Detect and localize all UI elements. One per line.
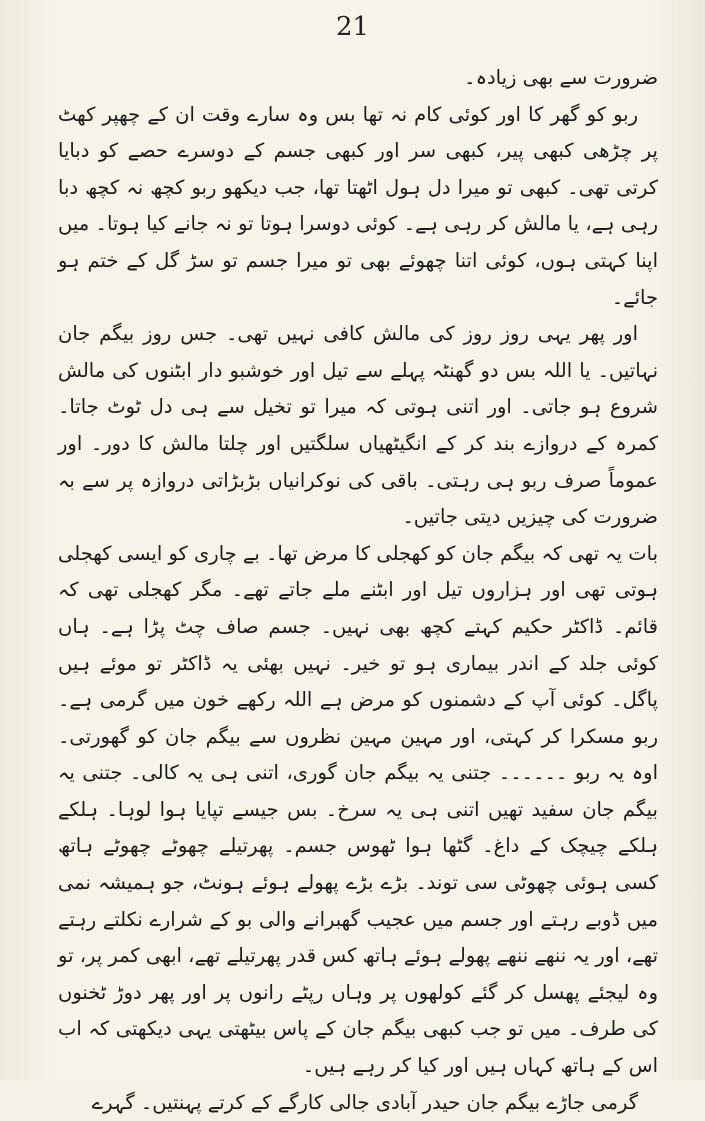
paragraph: بات یہ تھی کہ بیگم جان کو کھجلی کا مرض تھا۔ بے چاری کو ایسی کھجلی ہوتی تھی اور ہزاروں تیل اور ابٹنے ملے جاتے تھے۔ مگر کھجلی تھی کہ قائم۔ ڈاکٹر حکیم کہتے کچھ بھی نہیں۔ جسم صاف چٹ پڑا ہے۔ ہاں کوئی جلد کے اندر بیماری ہو تو خیر۔ نہیں بھئی یہ ڈاکٹر تو موئے ہیں پاگل۔ کوئی آپ کے دشمنوں کو مرض ہے اللہ رکھے خون میں گرمی ہے۔ ربو مسکرا کر کہتی، اور مہین مہین نظروں سے بیگم جان کو گھورتی۔ اوہ یہ ربو ۔۔۔۔۔۔ جتنی یہ بیگم جان گوری، اتنی ہی یہ کالی۔ جتنی یہ بیگم جان سفید تھیں اتنی ہی یہ سرخ۔ بس جیسے تپایا ہوا لوہا۔ ہلکے ہلکے چیچک کے داغ۔ گٹھا ہوا ٹھوس جسم۔ پھرتیلے چھوٹے چھوٹے ہاتھ کسی ہوئی چھوٹی سی توند۔ بڑے بڑے پھولے ہوئے ہونٹ، جو ہمیشہ نمی میں ڈوبے رہتے اور جسم میں عجیب گھبرانے والی بو کے شرارے نکلتے رہتے تھے، اور یہ ننھے ننھے پھولے ہوئے ہاتھ کس قدر پھرتیلے تھے، ابھی کمر پر، تو وہ لیجئے پھسل کر گئے کولھوں پر وہاں رپٹے رانوں پر اور پھر دوڑ ٹخنوں کی طرف۔ میں تو جب کبھی بیگم جان کے پاس بیٹھتی یہی دیکھتی کہ اب اس کے ہاتھ کہاں ہیں اور کیا کر رہے ہیں۔: [58, 541, 658, 1078]
paragraph: ربو کو گھر کا اور کوئی کام نہ تھا بس وہ سارے وقت ان کے چھپر کھٹ پر چڑھی کبھی پیر، کبھی سر اور کبھی جسم کے دوسرے حصے کو دبایا کرتی تھی۔ کبھی تو میرا دل ہول اٹھتا تھا، جب دیکھو ربو کچھ نہ کچھ دبا رہی ہے، یا مالش کر رہی ہے۔ کوئی دوسرا ہوتا تو نہ جانے کیا ہوتا۔ میں اپنا کہتی ہوں، کوئی اتنا چھوئے بھی تو میرا جسم تو سڑ گل کے ختم ہو جائے۔: [58, 102, 658, 309]
page-number: 21: [335, 12, 370, 42]
paragraph: گرمی جاڑے بیگم جان حیدر آبادی جالی کارگے کے کرتے پہنتیں۔ گہرے: [91, 1090, 638, 1114]
paragraph-continuation: ضرورت سے بھی زیادہ۔: [464, 66, 658, 89]
paragraph: اور پھر یہی روز روز کی مالش کافی نہیں تھی۔ جس روز بیگم جان نہاتیں۔ یا اللہ بس دو گھنٹہ پہلے سے تیل اور خوشبو دار ابٹنوں کی مالش شروع ہو جاتی۔ اور اتنی ہوتی کہ میرا تو تخیل سے ہی دل ٹوٹ جاتا۔ کمرہ کے دروازے بند کر کے انگیٹھیاں سلگتیں اور چلتا مالش کا دور۔ اور عموماً صرف ربو ہی رہتی۔ باقی کی نوکرانیاں بڑبڑاتی دروازہ پر سے بہ ضرورت کی چیزیں دیتی جاتیں۔: [58, 322, 658, 529]
body-text: [58, 60, 658, 1114]
